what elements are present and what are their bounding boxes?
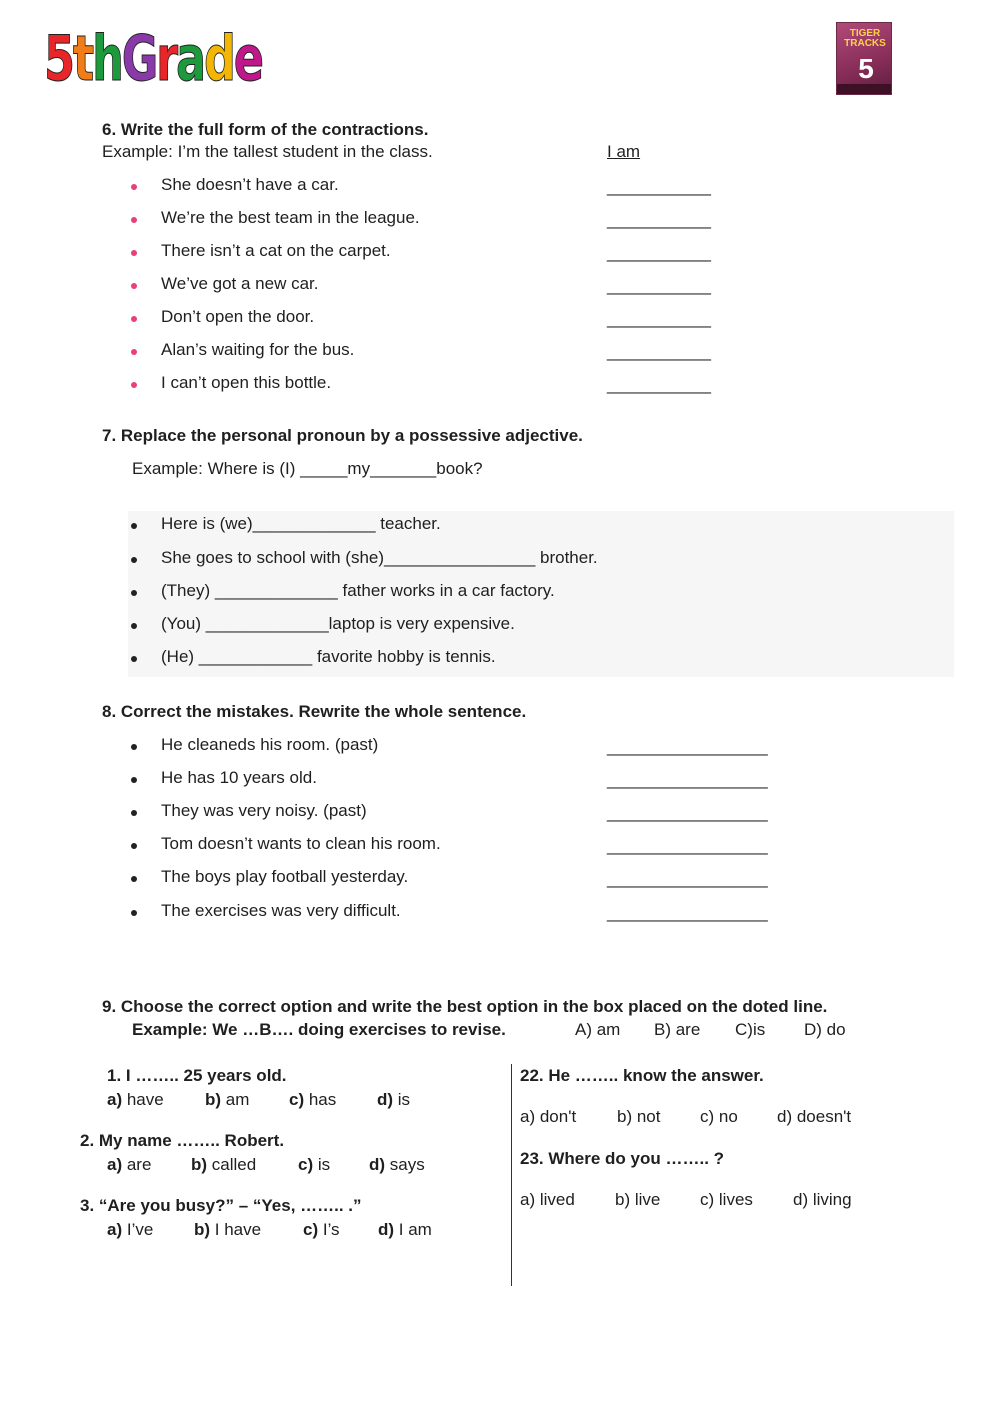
q9-option[interactable]: [107, 1155, 151, 1175]
option-text: I am: [394, 1220, 432, 1239]
list-bullet: [131, 184, 137, 190]
option-letter: b): [191, 1155, 208, 1174]
option-letter: a): [107, 1090, 123, 1109]
q9-option[interactable]: c) no: [700, 1107, 738, 1126]
q8-item: They was very noisy. (past): [161, 801, 367, 820]
q6-item: There isn’t a cat on the carpet.: [161, 241, 391, 260]
q9-option[interactable]: [107, 1220, 153, 1240]
title-char: r: [156, 22, 177, 95]
list-bullet: [131, 910, 137, 916]
list-bullet: [131, 623, 137, 629]
q9-example-option: A) am: [575, 1020, 621, 1039]
list-bullet: [131, 382, 137, 388]
q9-heading: 9. Choose the correct option and write the best option in the box placed on the doted line.: [102, 997, 828, 1016]
q6-item: Don’t open the door.: [161, 307, 315, 326]
q8-answer-blank[interactable]: _________________: [607, 903, 768, 922]
book-title: TIGER TRACKS: [844, 28, 886, 49]
option-letter: a): [107, 1155, 123, 1174]
option-letter: b): [205, 1090, 222, 1109]
list-bullet: [131, 349, 137, 355]
option-text: I’s: [318, 1220, 340, 1239]
column-divider: [511, 1064, 512, 1286]
list-bullet: [131, 557, 137, 563]
q6-answer-blank[interactable]: ___________: [607, 309, 712, 328]
q6-answer-blank[interactable]: ___________: [607, 375, 712, 394]
q9-question: 1. I …….. 25 years old.: [107, 1066, 287, 1085]
option-text: am: [221, 1090, 250, 1109]
q7-item[interactable]: (They) _____________ father works in a car factory.: [161, 581, 555, 600]
q6-answer-blank[interactable]: ___________: [607, 342, 712, 361]
q7-item[interactable]: (You) _____________laptop is very expensive.: [161, 614, 515, 633]
q6-answer-blank[interactable]: ___________: [607, 177, 712, 196]
q9-option[interactable]: [298, 1155, 330, 1175]
list-bullet: [131, 656, 137, 662]
q9-option[interactable]: [289, 1090, 336, 1110]
q9-example: Example: We …B…. doing exercises to revise.: [132, 1020, 506, 1039]
q6-item: Alan’s waiting for the bus.: [161, 340, 355, 359]
q9-question: 3. “Are you busy?” – “Yes, …….. .”: [80, 1196, 362, 1215]
option-text: are: [122, 1155, 152, 1174]
q9-option[interactable]: [191, 1155, 256, 1175]
q9-question: 23. Where do you …….. ?: [520, 1149, 725, 1168]
q9-option[interactable]: b) live: [615, 1190, 661, 1209]
list-bullet: [131, 843, 137, 849]
q8-item: He has 10 years old.: [161, 768, 317, 787]
list-bullet: [131, 217, 137, 223]
q6-item: We’ve got a new car.: [161, 274, 319, 293]
q9-option[interactable]: [377, 1090, 410, 1110]
q9-option[interactable]: [378, 1220, 432, 1240]
title-char: G: [121, 22, 157, 95]
q8-item: The exercises was very difficult.: [161, 901, 401, 920]
option-text: is: [393, 1090, 411, 1109]
option-letter: d): [377, 1090, 394, 1109]
q9-question: 2. My name …….. Robert.: [80, 1131, 285, 1150]
q8-answer-blank[interactable]: _________________: [607, 770, 768, 789]
q8-answer-blank[interactable]: _________________: [607, 869, 768, 888]
q9-option[interactable]: a) don't: [520, 1107, 577, 1126]
q6-example: Example: I’m the tallest student in the class.: [102, 142, 433, 161]
title-char: a: [176, 22, 205, 95]
list-bullet: [131, 523, 137, 529]
title-char: h: [92, 22, 122, 95]
title-char: 5: [44, 22, 73, 95]
q9-option[interactable]: [205, 1090, 249, 1110]
q9-option[interactable]: b) not: [617, 1107, 661, 1126]
q9-option[interactable]: [194, 1220, 261, 1240]
list-bullet: [131, 250, 137, 256]
q8-heading: 8. Correct the mistakes. Rewrite the whole sentence.: [102, 702, 527, 721]
q7-item[interactable]: She goes to school with (she)________________ brother.: [161, 548, 598, 567]
option-letter: d): [369, 1155, 386, 1174]
q8-item: The boys play football yesterday.: [161, 867, 409, 886]
q8-answer-blank[interactable]: _________________: [607, 803, 768, 822]
option-text: have: [122, 1090, 164, 1109]
option-letter: b): [194, 1220, 211, 1239]
book-cover-strip: [837, 84, 892, 94]
q6-answer-blank[interactable]: ___________: [607, 210, 712, 229]
list-bullet: [131, 316, 137, 322]
q7-heading: 7. Replace the personal pronoun by a possessive adjective.: [102, 426, 583, 445]
option-text: called: [207, 1155, 257, 1174]
q7-example: Example: Where is (I) _____my_______book?: [132, 459, 483, 478]
option-text: I’ve: [122, 1220, 154, 1239]
option-text: has: [304, 1090, 337, 1109]
q9-option[interactable]: d) doesn't: [777, 1107, 852, 1126]
q9-option[interactable]: [369, 1155, 425, 1175]
option-text: I have: [210, 1220, 262, 1239]
q6-heading: 6. Write the full form of the contractions.: [102, 120, 429, 139]
q9-example-option: C)is: [735, 1020, 766, 1039]
q8-item: He cleaneds his room. (past): [161, 735, 379, 754]
list-bullet: [131, 590, 137, 596]
option-letter: a): [107, 1220, 123, 1239]
option-letter: c): [298, 1155, 314, 1174]
q9-option[interactable]: a) lived: [520, 1190, 575, 1209]
q9-question: 22. He …….. know the answer.: [520, 1066, 764, 1085]
option-text: is: [313, 1155, 331, 1174]
option-text: says: [385, 1155, 425, 1174]
q9-example-option: B) are: [654, 1020, 701, 1039]
q9-example-option: D) do: [804, 1020, 846, 1039]
q6-answer-blank[interactable]: ___________: [607, 276, 712, 295]
q6-example-answer: I am: [607, 142, 641, 161]
title-char: e: [233, 22, 262, 95]
q8-answer-blank[interactable]: _________________: [607, 836, 768, 855]
page-title: [44, 22, 262, 95]
option-letter: d): [378, 1220, 395, 1239]
q9-option[interactable]: d) living: [793, 1190, 852, 1209]
q6-item: I can’t open this bottle.: [161, 373, 332, 392]
list-bullet: [131, 283, 137, 289]
list-bullet: [131, 777, 137, 783]
q8-item: Tom doesn’t wants to clean his room.: [161, 834, 441, 853]
list-bullet: [131, 876, 137, 882]
q9-option[interactable]: [107, 1090, 164, 1110]
list-bullet: [131, 744, 137, 750]
q7-item[interactable]: Here is (we)_____________ teacher.: [161, 514, 441, 533]
q7-item[interactable]: (He) ____________ favorite hobby is tennis.: [161, 647, 496, 666]
book-cover-image: [836, 22, 892, 95]
option-letter: c): [289, 1090, 305, 1109]
q9-option[interactable]: c) lives: [700, 1190, 753, 1209]
q6-item: She doesn’t have a car.: [161, 175, 339, 194]
title-char: t: [72, 22, 93, 95]
q6-answer-blank[interactable]: ___________: [607, 243, 712, 262]
q9-option[interactable]: [303, 1220, 340, 1240]
title-char: d: [204, 22, 234, 95]
book-number: 5: [858, 53, 874, 84]
option-letter: c): [303, 1220, 319, 1239]
q8-answer-blank[interactable]: _________________: [607, 737, 768, 756]
q6-item: We’re the best team in the league.: [161, 208, 420, 227]
list-bullet: [131, 810, 137, 816]
